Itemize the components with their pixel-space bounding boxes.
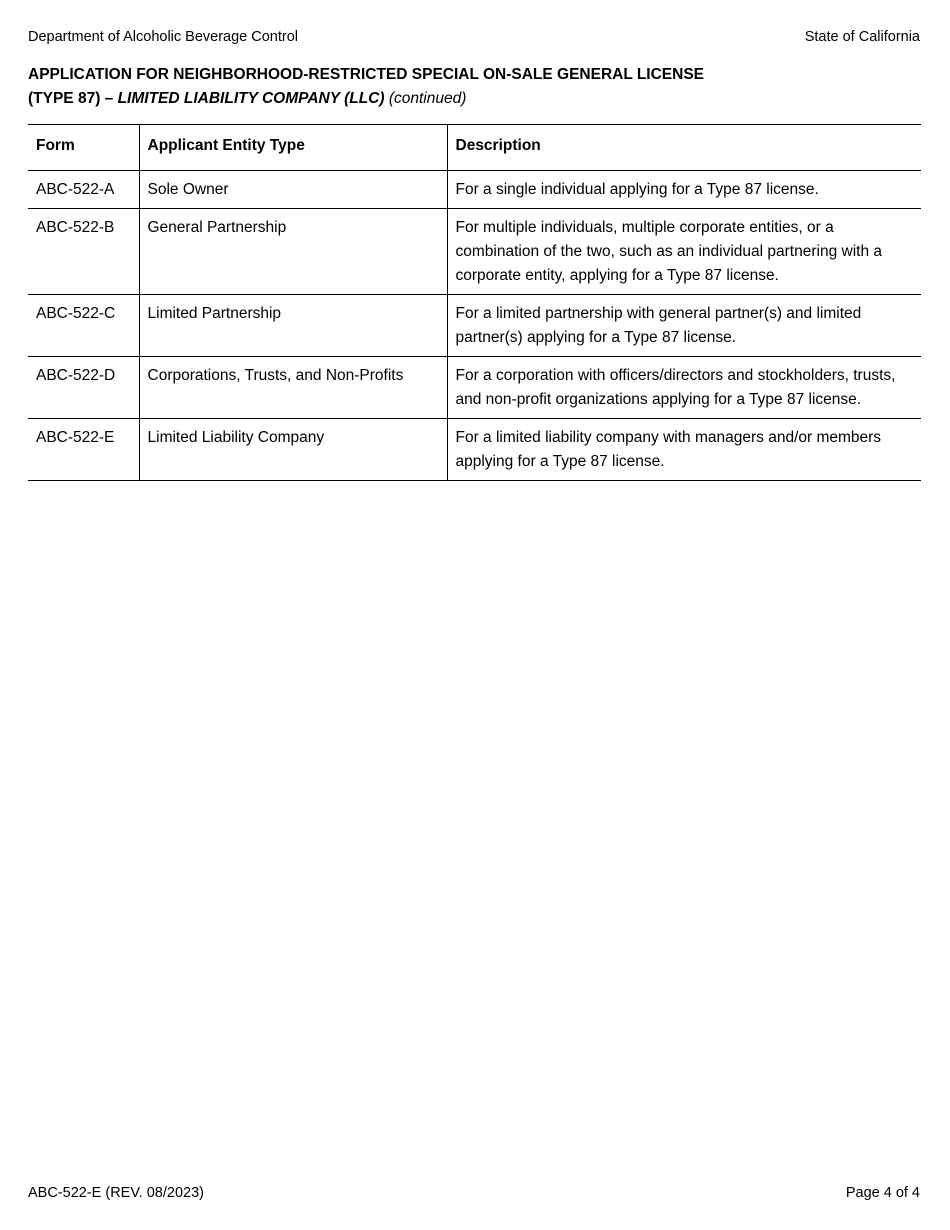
title-entity: LIMITED LIABILITY COMPANY (LLC) xyxy=(117,90,385,107)
form-cell: ABC-522-B xyxy=(28,209,139,295)
table-row xyxy=(28,419,921,481)
title-line-2 xyxy=(28,87,908,111)
title-type-prefix: (TYPE 87) – xyxy=(28,90,118,107)
description-cell: For a limited partnership with general partner(s) and limited partner(s) applying for a Type 87 license. xyxy=(447,295,921,357)
page-footer xyxy=(28,1184,920,1202)
form-revision: ABC-522-E (REV. 08/2023) xyxy=(28,1185,204,1201)
table-row xyxy=(28,209,921,295)
title-continued: (continued) xyxy=(388,90,467,107)
table-header-row xyxy=(28,125,921,171)
forms-table xyxy=(28,124,921,481)
form-cell: ABC-522-C xyxy=(28,295,139,357)
description-cell: For a single individual applying for a Type 87 license. xyxy=(447,171,921,209)
page-header xyxy=(28,28,920,46)
form-cell: ABC-522-E xyxy=(28,419,139,481)
entity-cell: Sole Owner xyxy=(139,171,447,209)
document-title xyxy=(28,63,908,111)
table-row xyxy=(28,171,921,209)
table-row xyxy=(28,295,921,357)
state-name: State of California xyxy=(804,29,920,45)
entity-cell: Limited Liability Company xyxy=(139,419,447,481)
form-cell: ABC-522-D xyxy=(28,357,139,419)
form-cell: ABC-522-A xyxy=(28,171,139,209)
title-line-1: APPLICATION FOR NEIGHBORHOOD-RESTRICTED SPECIAL ON-SALE GENERAL LICENSE xyxy=(28,66,705,83)
column-header-description: Description xyxy=(447,125,921,171)
column-header-form: Form xyxy=(28,125,139,171)
column-header-entity-type: Applicant Entity Type xyxy=(139,125,447,171)
entity-cell: Limited Partnership xyxy=(139,295,447,357)
page-number: Page 4 of 4 xyxy=(845,1185,920,1201)
table-row xyxy=(28,357,921,419)
entity-cell: Corporations, Trusts, and Non-Profits xyxy=(139,357,447,419)
entity-cell: General Partnership xyxy=(139,209,447,295)
description-cell: For multiple individuals, multiple corporate entities, or a combination of the two, such as an individual partnering with a corporate entity, applying for a Type 87 license. xyxy=(447,209,921,295)
department-name: Department of Alcoholic Beverage Control xyxy=(28,29,299,45)
description-cell: For a corporation with officers/directors and stockholders, trusts, and non-profit organizations applying for a Type 87 license. xyxy=(447,357,921,419)
description-cell: For a limited liability company with managers and/or members applying for a Type 87 license. xyxy=(447,419,921,481)
